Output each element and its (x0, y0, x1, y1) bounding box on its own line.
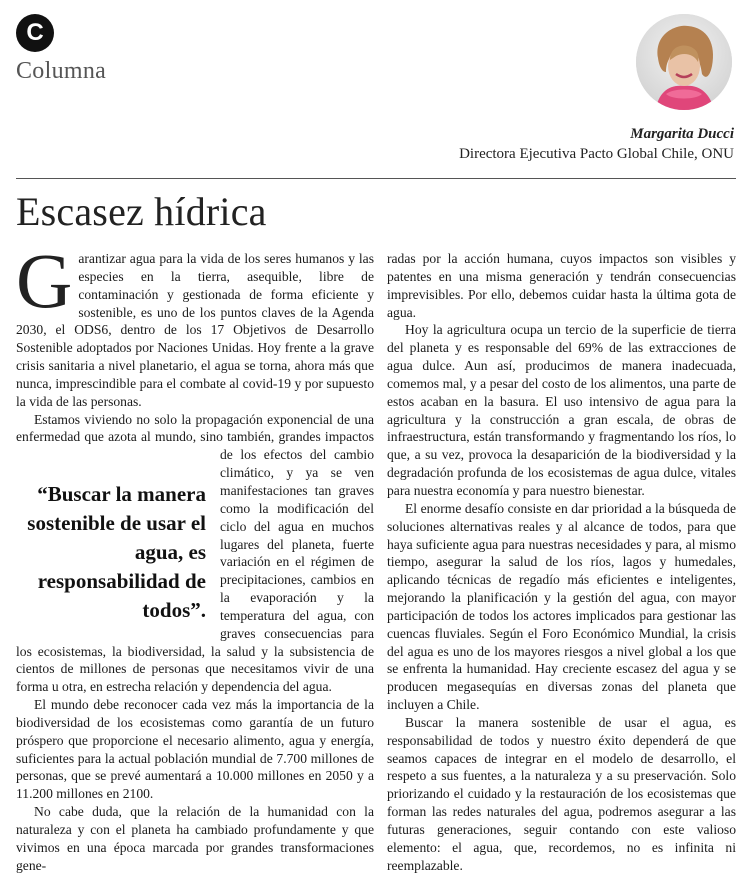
section-label: Columna (16, 58, 107, 84)
article-column-left (16, 237, 374, 875)
article-title: Escasez hídrica (16, 189, 267, 234)
header-divider (16, 178, 736, 179)
article-paragraph: El mundo debe reconocer cada vez más la importancia de la biodiversidad de los ecosistemas como garantía de un futuro próspero que proporcione el necesario alimento, agua y energía, suficientes para la actual población mundial de 7.700 millones de personas, que se prevé aumentará a 10.000 millones en 2050 y a 11.200 millones en 2100. (16, 697, 374, 802)
pull-quote: “Buscar la manera sostenible de usar el agua, es responsabilidad de todos”. (27, 482, 206, 622)
article-paragraph: El enorme desafío consiste en dar prioridad a la búsqueda de soluciones alternativas reales y al alcance de todos, para que haya suficiente agua para nuestras necesidades y para, al mismo tiempo, asegurar la salud de los ríos, lagos y humedales, aplicando técnicas de regadío más eficientes e inteligentes, mejorando la planificación y la gestión del agua, con mayor participación de todos los actores implicados para gestionar las cuencas fluviales. Según el Foro Económico Mundial, la crisis del agua es uno de los mayores riesgos a nivel global a los que se enfrenta la humanidad. Hay creciente escasez del agua y se producen megasequías en diversas zonas del planeta que incluyen a Chile. (387, 500, 736, 713)
article-paragraph: radas por la acción humana, cuyos impactos son visibles y patentes en una misma generación y tendrán consecuencias imprevisibles. Por ello, debemos cuidar hasta la última gota de agua. (387, 251, 736, 320)
article-column-right (387, 250, 736, 875)
author-portrait-image (636, 14, 732, 110)
author-role: Directora Ejecutiva Pacto Global Chile, ONU (459, 146, 734, 162)
article-paragraph: “Buscar la manera sostenible de usar el agua, es responsabilidad de todos”. Estamos viviendo no solo la propagación exponencial de una enfermedad que azota al mundo, sino también, grandes impactos de los efectos del cambio climático, y ya se ven manifestaciones tan graves como la modificación del ciclo del agua en muchos lugares del planeta, fuerte variación en el régimen de precipitaciones, cambios en la evaporación y la temperatura del agua, con graves consecuencias para los ecosistemas, la biodiversidad, la salud y la subsistencia de cientos de millones de personas que necesitamos vivir de una forma u otra, en estrecha relación y dependencia del agua. (16, 411, 374, 695)
article-paragraph: Garantizar agua para la vida de los seres humanos y las especies en la tierra, asequible, libre de contaminación y gestionada de forma eficiente y sostenible, es uno de los puntos claves de la Agenda 2030, el ODS6, dentro de los 17 Objetivos de Desarrollo Sostenible adoptados por Naciones Unidas. Hoy frente a la grave crisis sanitaria a nivel planetario, el agua se torna, ahora más que nunca, imprescindible para el combate al covid-19 y por supuesto la vida de las personas. (16, 237, 374, 409)
author-name: Margarita Ducci (630, 126, 734, 142)
author-avatar (636, 14, 732, 110)
article-paragraph: Hoy la agricultura ocupa un tercio de la superficie de tierra del planeta y es responsable del 69% de las extracciones de agua dulce. Aun así, producimos de manera inadecuada, comemos mal, y a pesar del costo de los alimentos, una parte de estos acaban en la basura. El uso intensivo de agua para la agricultura y la construcción a gran escala, de obras de infraestructura, están transformando y fragmentando los ríos, lo que, a su vez, provoca la desaparición de la biodiversidad y la degradación profunda de los ecosistemas de agua dulce, vitales para nuestra economía y para nuestro bienestar. (387, 322, 736, 498)
column-badge: C (16, 14, 54, 52)
drop-cap: G (16, 237, 73, 324)
article-paragraph: No cabe duda, que la relación de la humanidad con la naturaleza y con el planeta ha cambiado profundamente y que vivimos en una época marcada por grandes transformaciones gene- (16, 804, 374, 873)
article-paragraph: Buscar la manera sostenible de usar el agua, es responsabilidad de todos y nuestro éxito dependerá de que seamos capaces de integrar en el modelo de desarrollo, el respeto a sus fuentes, a la naturaleza y a su preservación. Solo priorizando el cuidado y la restauración de los ecosistemas que forman las redes naturales del agua, podremos asegurar a las futuras generaciones, seguir contando con este valioso elemento: el agua, que, recordemos, no es infinita ni reemplazable. (387, 714, 736, 873)
